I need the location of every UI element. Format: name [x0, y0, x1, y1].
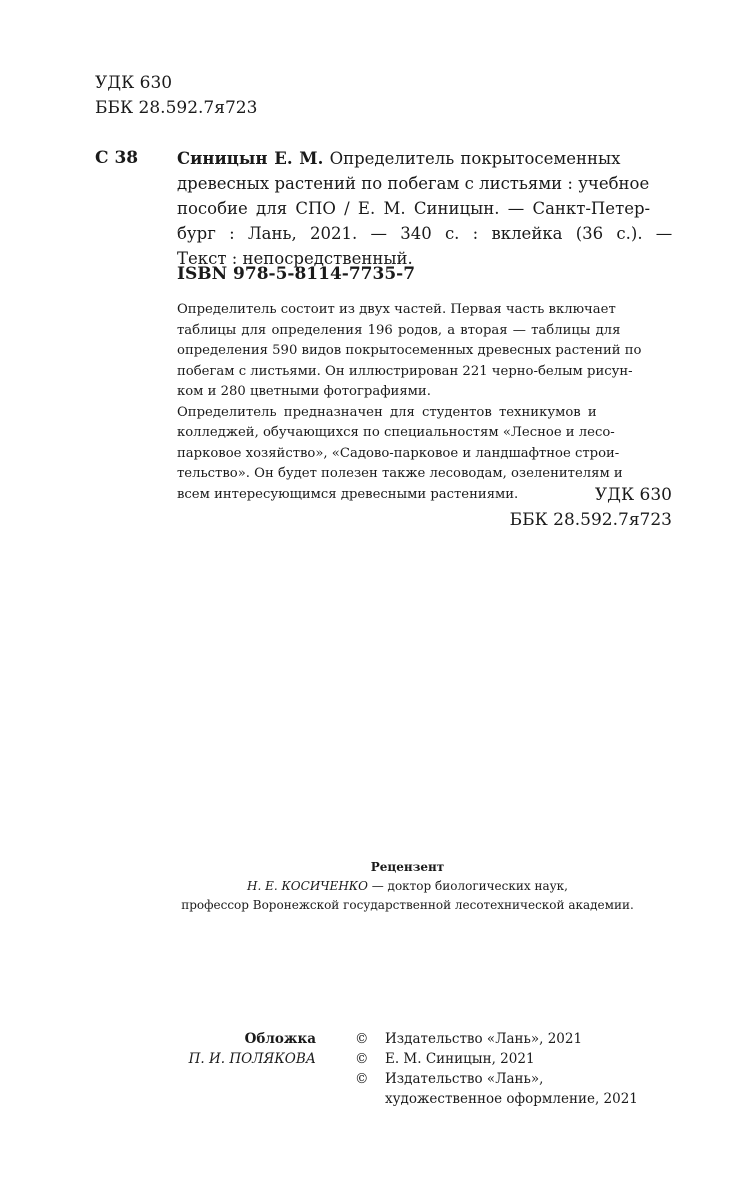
bib-line-2: древесных растений по побегам с листьями : учебное: [177, 174, 650, 193]
copyright-author: Е. М. Синицын, 2021: [385, 1051, 535, 1067]
annotation-p2-line-2: колледжей, обучающихся по специальностям «Лесное и лесо-: [177, 425, 615, 440]
classification-codes-top: [95, 71, 257, 121]
reviewer-name: Н. Е. КОСИЧЕНКО: [247, 879, 368, 893]
classification-codes-bottom: [510, 483, 672, 533]
reviewer-affiliation: профессор Воронежской государственной лесотехнической академии.: [181, 898, 634, 912]
bib-line-4: бург : Лань, 2021. — 340 с. : вклейка (36 с.). —: [177, 224, 673, 243]
annotation-p1-line-4: побегам с листьями. Он иллюстрирован 221 черно-белым рисун-: [177, 363, 633, 379]
udk-code-bottom: УДК 630: [594, 485, 672, 505]
reviewer-block: [160, 858, 655, 915]
copyright-row: [355, 1049, 638, 1069]
bib-line-5: Текст : непосредственный.: [177, 249, 413, 268]
copyright-symbol: ©: [355, 1051, 369, 1067]
annotation-p1-line-1: Определитель состоит из двух частей. Первая часть включает: [177, 302, 616, 317]
bbk-code: ББК 28.592.7я723: [95, 98, 258, 118]
bib-line-1: Определитель покрытосеменных: [329, 149, 621, 168]
annotation-p2-line-3: парковое хозяйство», «Садово-парковое и ландшафтное строи-: [177, 445, 620, 461]
cover-caption: Обложка: [244, 1031, 316, 1047]
copyright-publisher: Издательство «Лань», 2021: [385, 1031, 583, 1047]
author-mark: С 38: [95, 148, 139, 168]
copyright-symbol: ©: [355, 1071, 369, 1087]
copyright-publisher-design: Издательство «Лань»,: [385, 1071, 544, 1087]
udk-code: УДК 630: [95, 73, 173, 93]
isbn: ISBN 978-5-8114-7735-7: [177, 264, 416, 284]
author-name: Синицын Е. М.: [177, 149, 324, 168]
reviewer-title: — доктор биологических наук,: [367, 879, 568, 893]
copyright-symbol: ©: [355, 1031, 369, 1047]
annotation: [177, 300, 674, 505]
bibliographic-description: [177, 146, 672, 271]
bbk-code-bottom: ББК 28.592.7я723: [509, 510, 672, 530]
copyright-row: [355, 1029, 638, 1049]
annotation-p1-line-2: таблицы для определения 196 родов, а вторая — таблицы для: [177, 322, 621, 338]
cover-designer: П. И. ПОЛЯКОВА: [188, 1051, 316, 1067]
cover-credit: [189, 1029, 316, 1069]
copyright-notices: [355, 1029, 638, 1109]
annotation-p1-line-3: определения 590 видов покрытосеменных древесных растений по: [177, 343, 642, 358]
annotation-p2-line-5: всем интересующимся древесными растениями.: [177, 486, 519, 502]
annotation-p2-line-1: Определитель предназначен для студентов техникумов и: [177, 404, 597, 420]
copyright-design-continuation: художественное оформление, 2021: [385, 1091, 638, 1107]
annotation-p1-line-5: ком и 280 цветными фотографиями.: [177, 384, 431, 399]
copyright-row: [355, 1069, 638, 1089]
bib-line-3: пособие для СПО / Е. М. Синицын. — Санкт-Петер-: [177, 199, 651, 218]
reviewer-caption: Рецензент: [370, 860, 445, 874]
annotation-p2-line-4: тельство». Он будет полезен также лесоводам, озеленителям и: [177, 466, 623, 481]
